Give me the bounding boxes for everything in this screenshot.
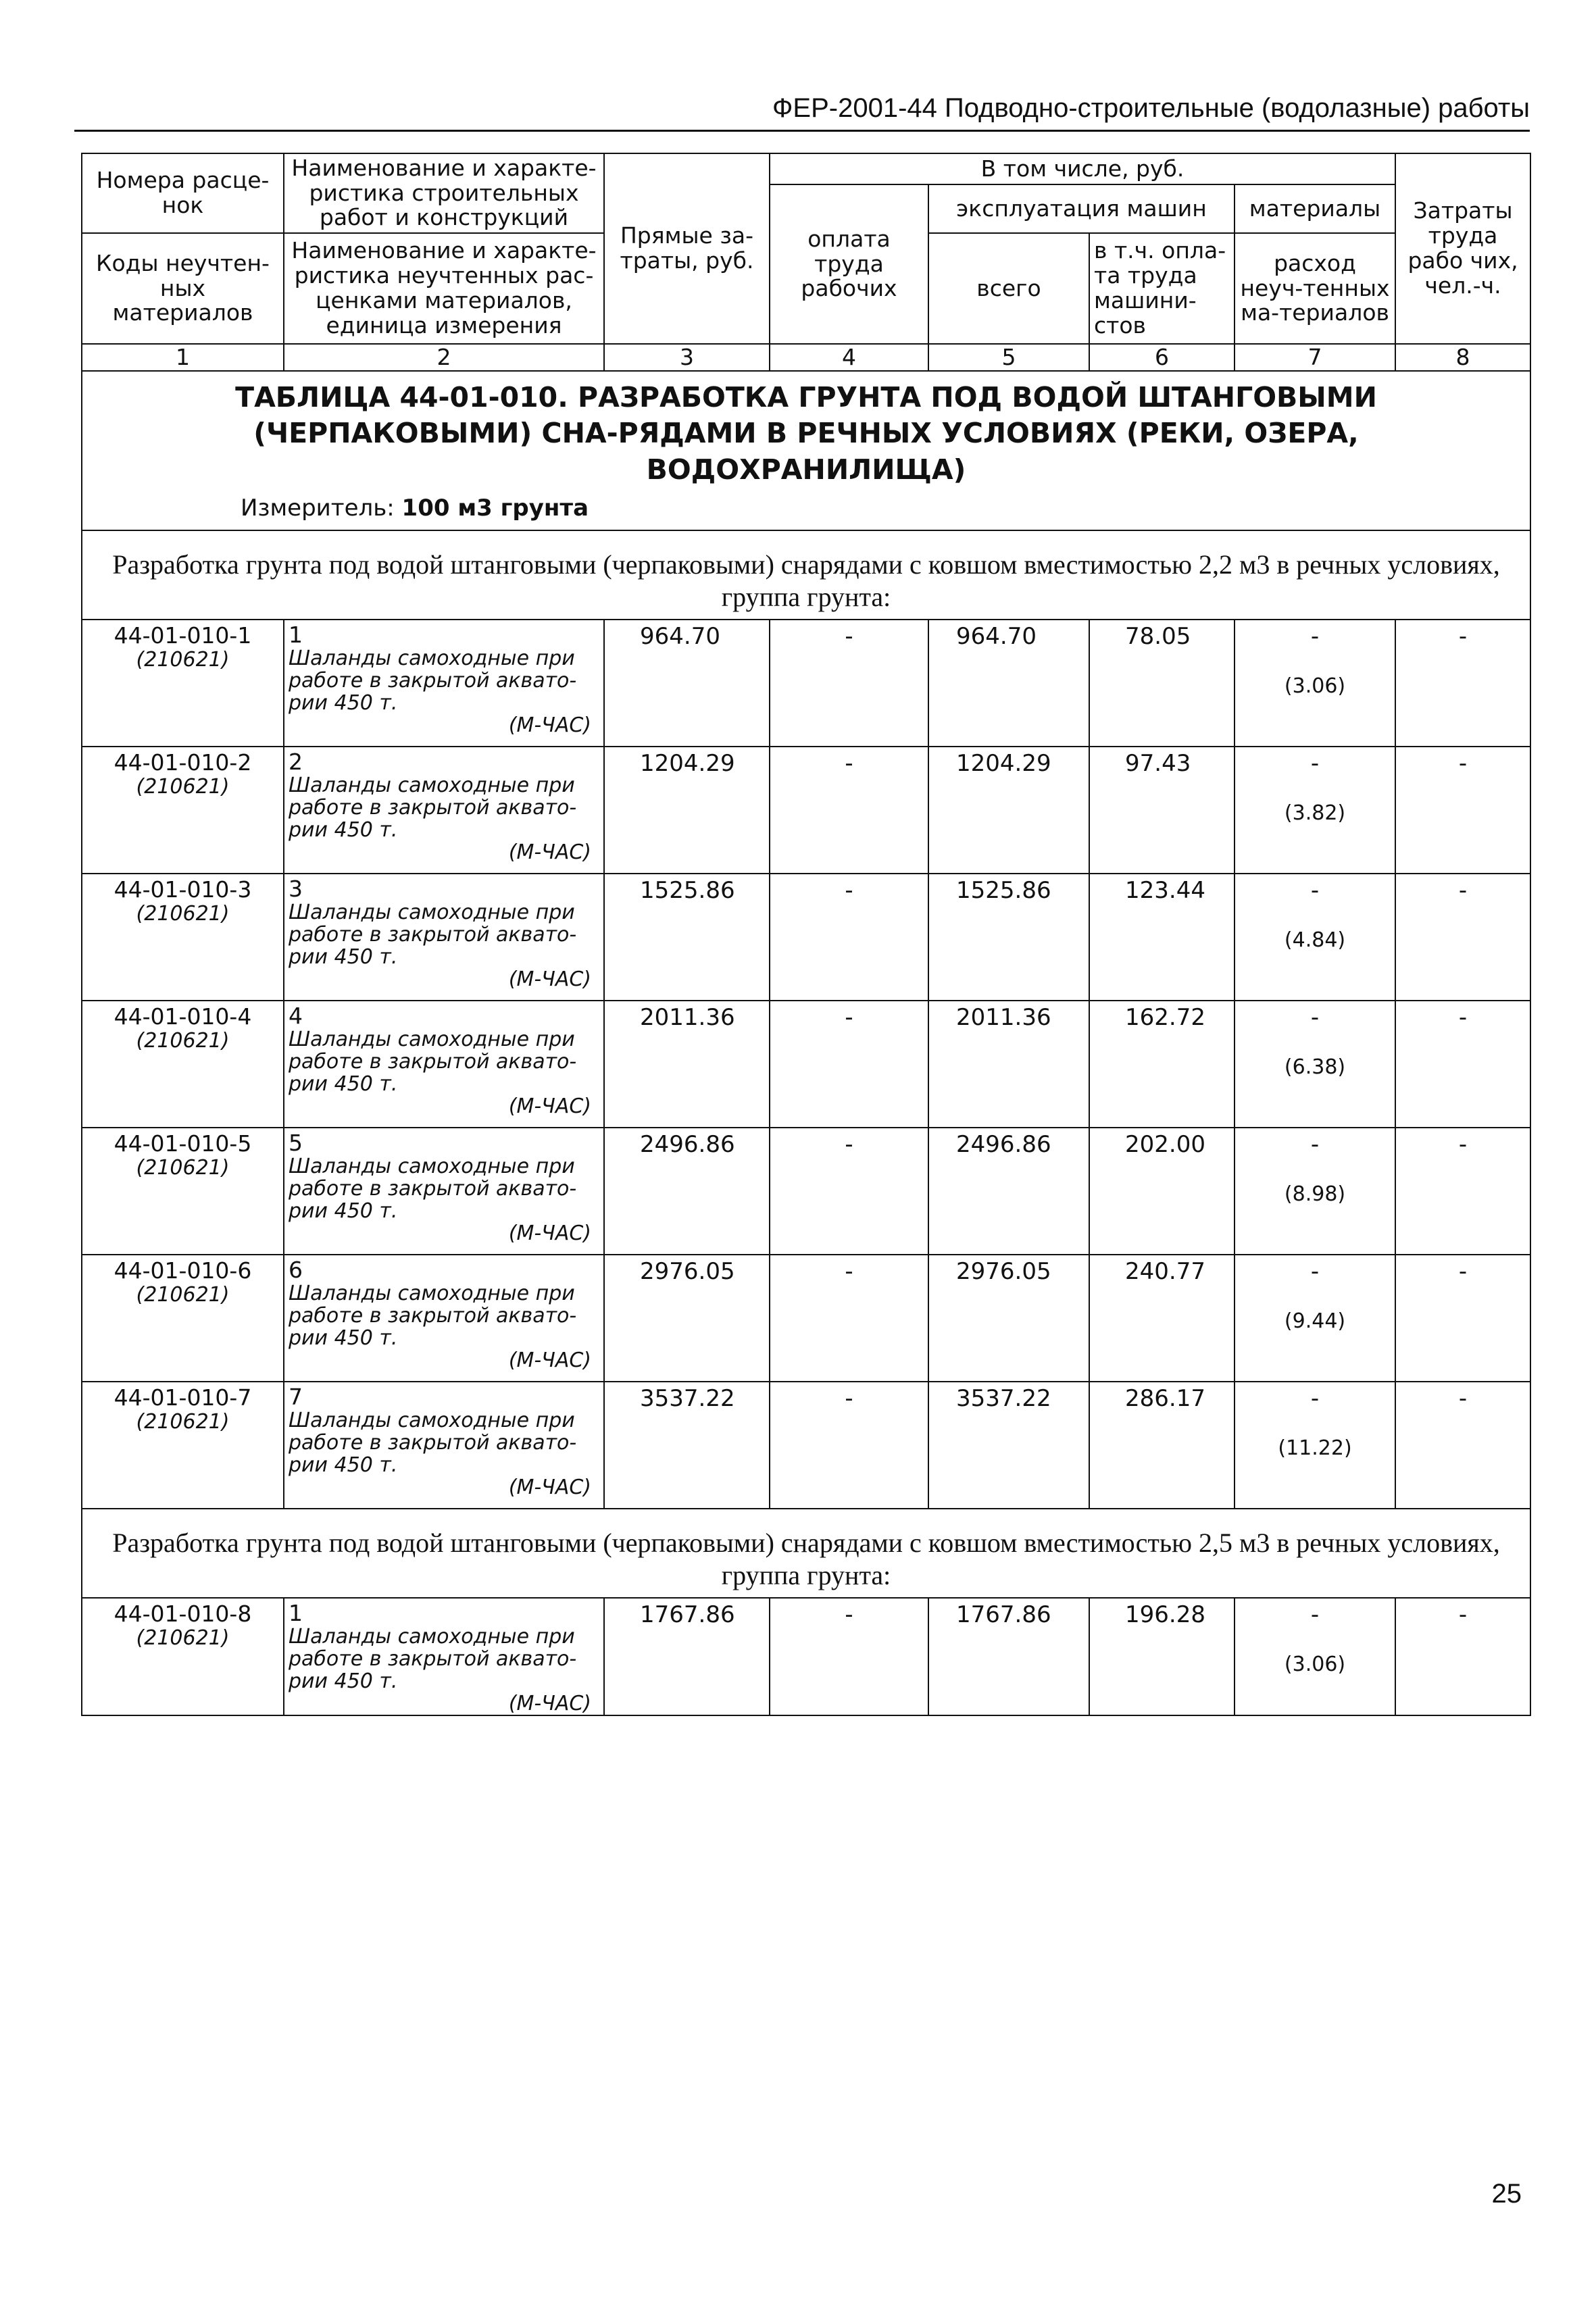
materials-value: -	[1310, 1003, 1320, 1031]
description-cell	[284, 1128, 604, 1255]
rate-code-cell	[82, 747, 284, 874]
unit-line	[92, 495, 1520, 522]
materials-cell	[1235, 874, 1395, 1001]
machinists-pay: 240.77	[1089, 1255, 1235, 1382]
labor-hours: -	[1395, 620, 1530, 747]
machinists-pay: 202.00	[1089, 1128, 1235, 1255]
header-labor-pay: оплата труда рабочих	[770, 184, 928, 344]
soil-group: 2	[289, 748, 303, 775]
description-cell	[284, 747, 604, 874]
soil-group: 4	[289, 1002, 303, 1029]
material-code: (210621)	[136, 1028, 230, 1053]
machinists-pay: 286.17	[1089, 1382, 1235, 1509]
measure-unit: (М-ЧАС)	[508, 713, 591, 738]
rate-code: 44-01-010-4	[114, 1003, 252, 1030]
header-material-codes: Коды неучтен-ных материалов	[82, 233, 284, 344]
description-cell	[284, 874, 604, 1001]
labor-pay: -	[770, 620, 928, 747]
column-number: 3	[604, 344, 770, 371]
table-row	[82, 1001, 1530, 1128]
rate-code-cell	[82, 1001, 284, 1128]
materials-value: -	[1310, 1384, 1320, 1412]
soil-group: 6	[289, 1256, 303, 1283]
soil-group: 1	[289, 621, 303, 648]
labor-hours: -	[1395, 1128, 1530, 1255]
materials-cell	[1235, 1001, 1395, 1128]
measure-unit: (М-ЧАС)	[508, 1095, 591, 1119]
materials-value: -	[1310, 1257, 1320, 1285]
measure-unit: (М-ЧАС)	[508, 840, 591, 865]
direct-costs: 3537.22	[604, 1382, 770, 1509]
material-code: (210621)	[136, 1155, 230, 1180]
machines-total: 1204.29	[928, 747, 1089, 874]
labor-pay: -	[770, 1001, 928, 1128]
direct-costs: 964.70	[604, 620, 770, 747]
material-code: (210621)	[136, 1282, 230, 1307]
header-machines: эксплуатация машин	[928, 184, 1235, 233]
description-cell	[284, 1255, 604, 1382]
direct-costs: 1767.86	[604, 1598, 770, 1715]
unit-value: 100 м3 грунта	[401, 494, 589, 522]
table-title: ТАБЛИЦА 44-01-010. РАЗРАБОТКА ГРУНТА ПОД ВОДОЙ ШТАНГОВЫМИ (ЧЕРПАКОВЫМИ) СНА-РЯДАМИ В РЕЧНЫХ УСЛОВИЯХ (РЕКИ, ОЗЕРА, ВОДОХРАНИЛИЩА)	[235, 381, 1377, 486]
header-work-name: Наименование и характе-ристика строительных работ и конструкций	[284, 153, 604, 233]
labor-hours: -	[1395, 874, 1530, 1001]
material-name: Шаланды самоходные при работе в закрытой аквато-рии 450 т.	[289, 1625, 577, 1694]
measure-unit: (М-ЧАС)	[508, 967, 591, 992]
measure-unit: (М-ЧАС)	[508, 1692, 591, 1716]
table-row	[82, 1128, 1530, 1255]
column-number: 5	[928, 344, 1089, 371]
rate-code-cell	[82, 1598, 284, 1715]
materials-cell	[1235, 620, 1395, 747]
header-rate-numbers: Номера расце-нок	[82, 153, 284, 233]
machines-total: 2496.86	[928, 1128, 1089, 1255]
direct-costs: 2976.05	[604, 1255, 770, 1382]
material-quantity: (3.82)	[1284, 801, 1346, 825]
material-name: Шаланды самоходные при работе в закрытой аквато-рии 450 т.	[289, 1409, 577, 1478]
rate-code: 44-01-010-1	[114, 622, 252, 649]
direct-costs: 2496.86	[604, 1128, 770, 1255]
description-cell	[284, 1382, 604, 1509]
machinists-pay: 78.05	[1089, 620, 1235, 747]
machines-total: 3537.22	[928, 1382, 1089, 1509]
measure-unit: (М-ЧАС)	[508, 1476, 591, 1500]
direct-costs: 1204.29	[604, 747, 770, 874]
section-row	[82, 530, 1530, 620]
material-name: Шаланды самоходные при работе в закрытой аквато-рии 450 т.	[289, 1155, 577, 1224]
materials-value: -	[1310, 622, 1320, 650]
labor-pay: -	[770, 1128, 928, 1255]
labor-hours: -	[1395, 1382, 1530, 1509]
machinists-pay: 162.72	[1089, 1001, 1235, 1128]
measure-unit: (М-ЧАС)	[508, 1222, 591, 1246]
section-title: Разработка грунта под водой штанговыми (черпаковыми) снарядами с ковшом вместимостью 2,2 м3 в речных условиях, группа грунта:	[82, 530, 1530, 620]
direct-costs: 1525.86	[604, 874, 770, 1001]
material-code: (210621)	[136, 1409, 230, 1434]
machines-total: 1525.86	[928, 874, 1089, 1001]
table-row	[82, 874, 1530, 1001]
labor-hours: -	[1395, 1001, 1530, 1128]
page-header: ФЕР-2001-44 Подводно-строительные (водолазные) работы	[772, 93, 1530, 123]
description-cell	[284, 1598, 604, 1715]
soil-group: 3	[289, 875, 303, 902]
rate-code-cell	[82, 1128, 284, 1255]
labor-hours: -	[1395, 1598, 1530, 1715]
rate-code: 44-01-010-3	[114, 876, 252, 903]
material-code: (210621)	[136, 774, 230, 799]
material-name: Шаланды самоходные при работе в закрытой аквато-рии 450 т.	[289, 774, 577, 842]
description-cell	[284, 1001, 604, 1128]
header-including: В том числе, руб.	[770, 153, 1395, 184]
materials-cell	[1235, 1128, 1395, 1255]
materials-value: -	[1310, 749, 1320, 777]
materials-value: -	[1310, 1601, 1320, 1628]
materials-cell	[1235, 1598, 1395, 1715]
material-code: (210621)	[136, 647, 230, 672]
header-material-name: Наименование и характе-ристика неучтенных рас-ценками материалов, единица измерения	[284, 233, 604, 344]
column-number: 7	[1235, 344, 1395, 371]
material-quantity: (3.06)	[1284, 674, 1346, 698]
material-name: Шаланды самоходные при работе в закрытой аквато-рии 450 т.	[289, 1282, 577, 1351]
header-material-consumption: расход неуч-тенных ма-териалов	[1235, 233, 1395, 344]
material-quantity: (11.22)	[1278, 1436, 1352, 1460]
rate-code: 44-01-010-2	[114, 749, 252, 776]
material-quantity: (4.84)	[1284, 928, 1346, 952]
material-quantity: (8.98)	[1284, 1182, 1346, 1206]
machines-total: 2011.36	[928, 1001, 1089, 1128]
material-name: Шаланды самоходные при работе в закрытой аквато-рии 450 т.	[289, 901, 577, 970]
materials-value: -	[1310, 1130, 1320, 1158]
materials-value: -	[1310, 876, 1320, 904]
machines-total: 2976.05	[928, 1255, 1089, 1382]
column-number: 8	[1395, 344, 1530, 371]
column-number: 2	[284, 344, 604, 371]
rates-table	[81, 153, 1531, 1716]
rate-code: 44-01-010-7	[114, 1384, 252, 1411]
table-row	[82, 1382, 1530, 1509]
description-cell	[284, 620, 604, 747]
material-quantity: (3.06)	[1284, 1652, 1346, 1676]
table-row	[82, 747, 1530, 874]
measure-unit: (М-ЧАС)	[508, 1349, 591, 1373]
labor-pay: -	[770, 874, 928, 1001]
labor-hours: -	[1395, 1255, 1530, 1382]
table-row	[82, 1598, 1530, 1715]
unit-label: Измеритель:	[241, 494, 395, 522]
rate-code-cell	[82, 1255, 284, 1382]
rate-code: 44-01-010-8	[114, 1600, 252, 1627]
materials-cell	[1235, 1382, 1395, 1509]
labor-pay: -	[770, 1598, 928, 1715]
rate-code-cell	[82, 1382, 284, 1509]
machinists-pay: 196.28	[1089, 1598, 1235, 1715]
labor-pay: -	[770, 747, 928, 874]
header-materials: материалы	[1235, 184, 1395, 233]
header-machinists-pay: в т.ч. опла-та труда машини-стов	[1089, 233, 1235, 344]
section-title: Разработка грунта под водой штанговыми (черпаковыми) снарядами с ковшом вместимостью 2,5 м3 в речных условиях, группа грунта:	[82, 1509, 1530, 1598]
table-row	[82, 620, 1530, 747]
rate-code-cell	[82, 874, 284, 1001]
machines-total: 1767.86	[928, 1598, 1089, 1715]
header-rule	[74, 130, 1530, 132]
page-number: 25	[1491, 2179, 1522, 2209]
material-name: Шаланды самоходные при работе в закрытой аквато-рии 450 т.	[289, 1028, 577, 1097]
rate-code: 44-01-010-5	[114, 1130, 252, 1157]
labor-pay: -	[770, 1382, 928, 1509]
material-name: Шаланды самоходные при работе в закрытой аквато-рии 450 т.	[289, 647, 577, 715]
material-quantity: (6.38)	[1284, 1055, 1346, 1079]
direct-costs: 2011.36	[604, 1001, 770, 1128]
material-quantity: (9.44)	[1284, 1309, 1346, 1333]
machinists-pay: 97.43	[1089, 747, 1235, 874]
material-code: (210621)	[136, 1626, 230, 1650]
column-number: 1	[82, 344, 284, 371]
header-machines-total: всего	[928, 233, 1089, 344]
header-direct-costs: Прямые за-траты, руб.	[604, 153, 770, 344]
labor-hours: -	[1395, 747, 1530, 874]
column-number: 6	[1089, 344, 1235, 371]
soil-group: 5	[289, 1129, 303, 1156]
materials-cell	[1235, 747, 1395, 874]
machinists-pay: 123.44	[1089, 874, 1235, 1001]
material-code: (210621)	[136, 901, 230, 926]
header-labor-hours: Затраты труда рабо чих, чел.-ч.	[1395, 153, 1530, 344]
soil-group: 1	[289, 1599, 303, 1626]
soil-group: 7	[289, 1383, 303, 1410]
section-row	[82, 1509, 1530, 1598]
table-row	[82, 1255, 1530, 1382]
rate-code-cell	[82, 620, 284, 747]
labor-pay: -	[770, 1255, 928, 1382]
rate-code: 44-01-010-6	[114, 1257, 252, 1284]
machines-total: 964.70	[928, 620, 1089, 747]
column-number: 4	[770, 344, 928, 371]
materials-cell	[1235, 1255, 1395, 1382]
